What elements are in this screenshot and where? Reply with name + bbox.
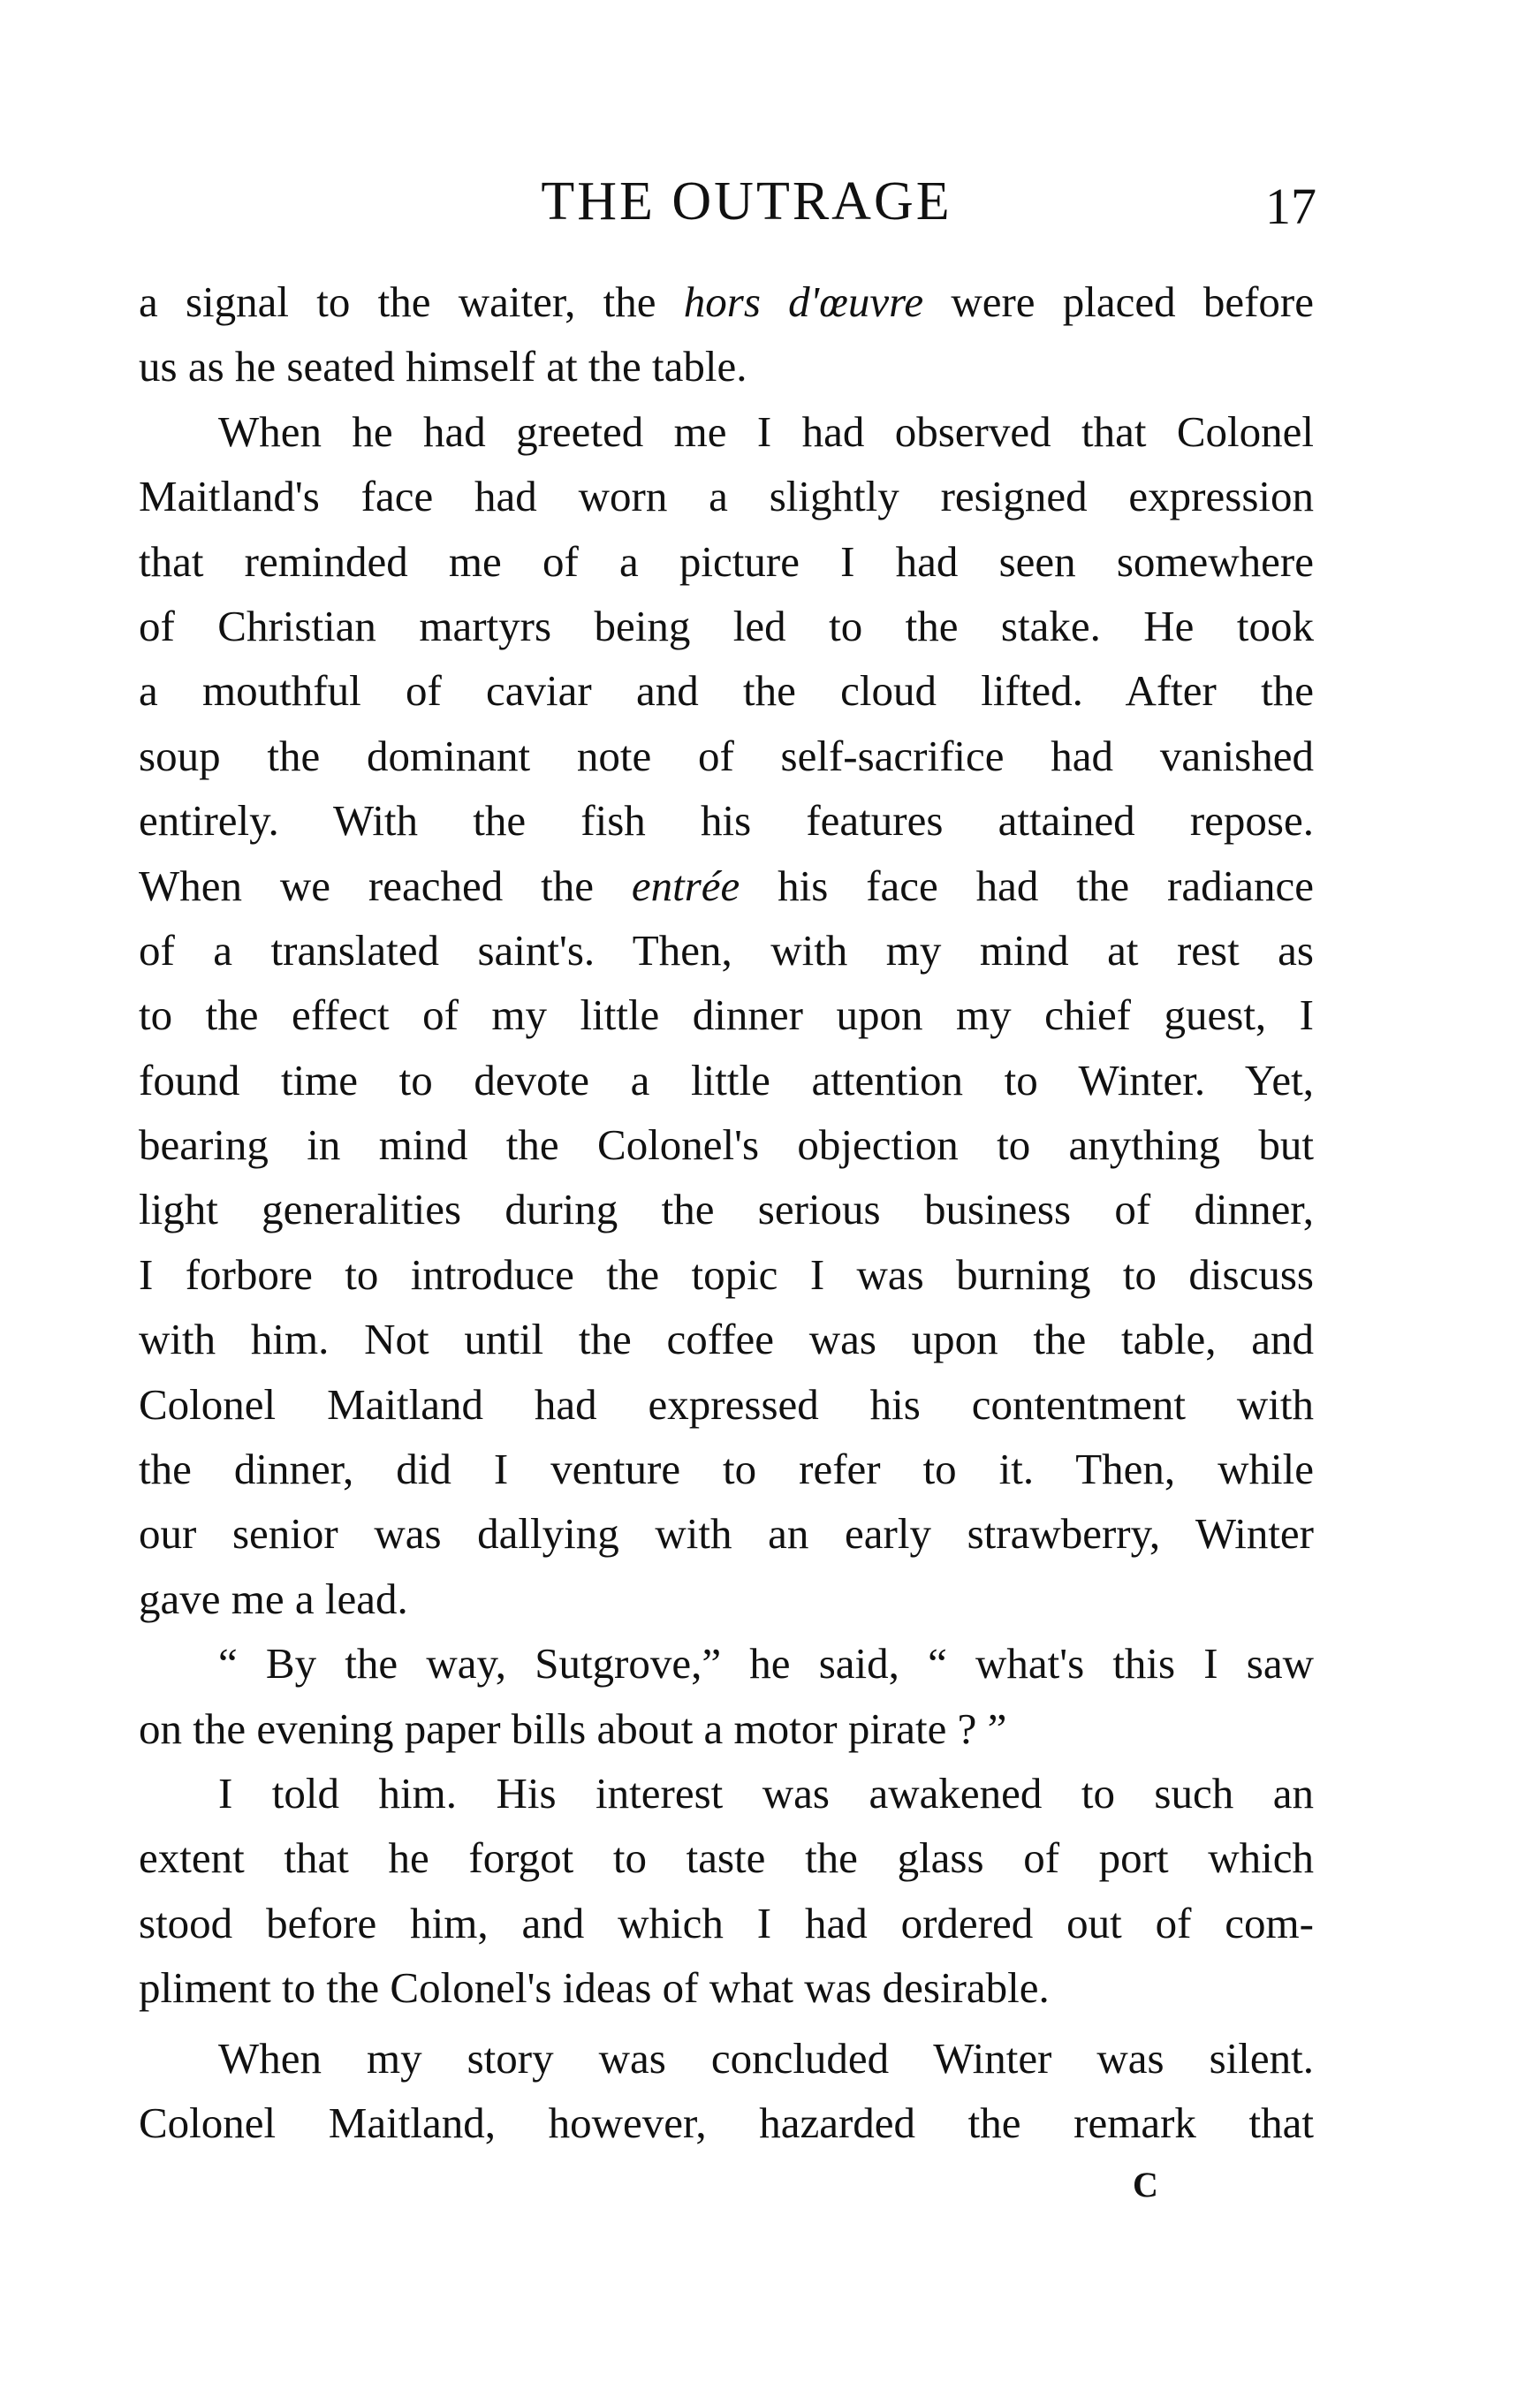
text-line: the dinner, did I venture to refer to it. Then, while [139, 1445, 1314, 1494]
text-line: on the evening paper bills about a motor pirate ? ” [139, 1704, 1007, 1753]
text-line: of a translated saint's. Then, with my mind at rest as [139, 925, 1314, 975]
text-line: that reminded me of a picture I had seen somewhere [139, 536, 1314, 586]
text-line: our senior was dallying with an early strawberry, Winter [139, 1509, 1314, 1559]
paragraph-start-line: I told him. His interest was awakened to such an [218, 1768, 1314, 1818]
text-line: entirely. With the fish his features attained repose. [139, 796, 1314, 846]
text-line: us as he seated himself at the table. [139, 342, 747, 391]
text-line: bearing in mind the Colonel's objection to anything but [139, 1120, 1314, 1170]
text-line: Colonel Maitland, however, hazarded the remark that [139, 2098, 1314, 2147]
text-line: a signal to the waiter, the hors d'œuvre were placed before [139, 277, 1314, 326]
text-line: soup the dominant note of self-sacrifice had vanished [139, 731, 1314, 780]
text-line: extent that he forgot to taste the glass of port which [139, 1833, 1314, 1883]
page-number: 17 [1265, 178, 1316, 235]
running-title: THE OUTRAGE [541, 171, 952, 231]
text-line: I forbore to introduce the topic I was burning to discuss [139, 1249, 1314, 1299]
text-line: pliment to the Colonel's ideas of what was desirable. [139, 1963, 1050, 2013]
text-line: of Christian martyrs being led to the stake. He took [139, 601, 1314, 650]
paragraph-start-line: “ By the way, Sutgrove,” he said, “ what's this I saw [218, 1639, 1314, 1689]
signature-mark: C [1133, 2165, 1158, 2205]
text-line: light generalities during the serious business of dinner, [139, 1185, 1314, 1234]
text-line: to the effect of my little dinner upon my chief guest, I [139, 990, 1314, 1040]
paragraph-start-line: When he had greeted me I had observed that Colonel [218, 406, 1314, 456]
body-text [139, 269, 1314, 2155]
page-header [141, 166, 1316, 237]
text-line: with him. Not until the coffee was upon the table, and [139, 1315, 1314, 1364]
text-line: a mouthful of caviar and the cloud lifted. After the [139, 666, 1314, 716]
text-line: When we reached the entrée his face had the radiance [139, 861, 1314, 910]
text-line: stood before him, and which I had ordered out of com- [139, 1898, 1314, 1947]
text-line: found time to devote a little attention to Winter. Yet, [139, 1055, 1314, 1104]
paragraph-start-line: When my story was concluded Winter was silent. [218, 2033, 1314, 2083]
text-line: Colonel Maitland had expressed his contentment with [139, 1379, 1314, 1429]
text-line: gave me a lead. [139, 1574, 408, 1623]
text-line: Maitland's face had worn a slightly resigned expression [139, 472, 1314, 521]
